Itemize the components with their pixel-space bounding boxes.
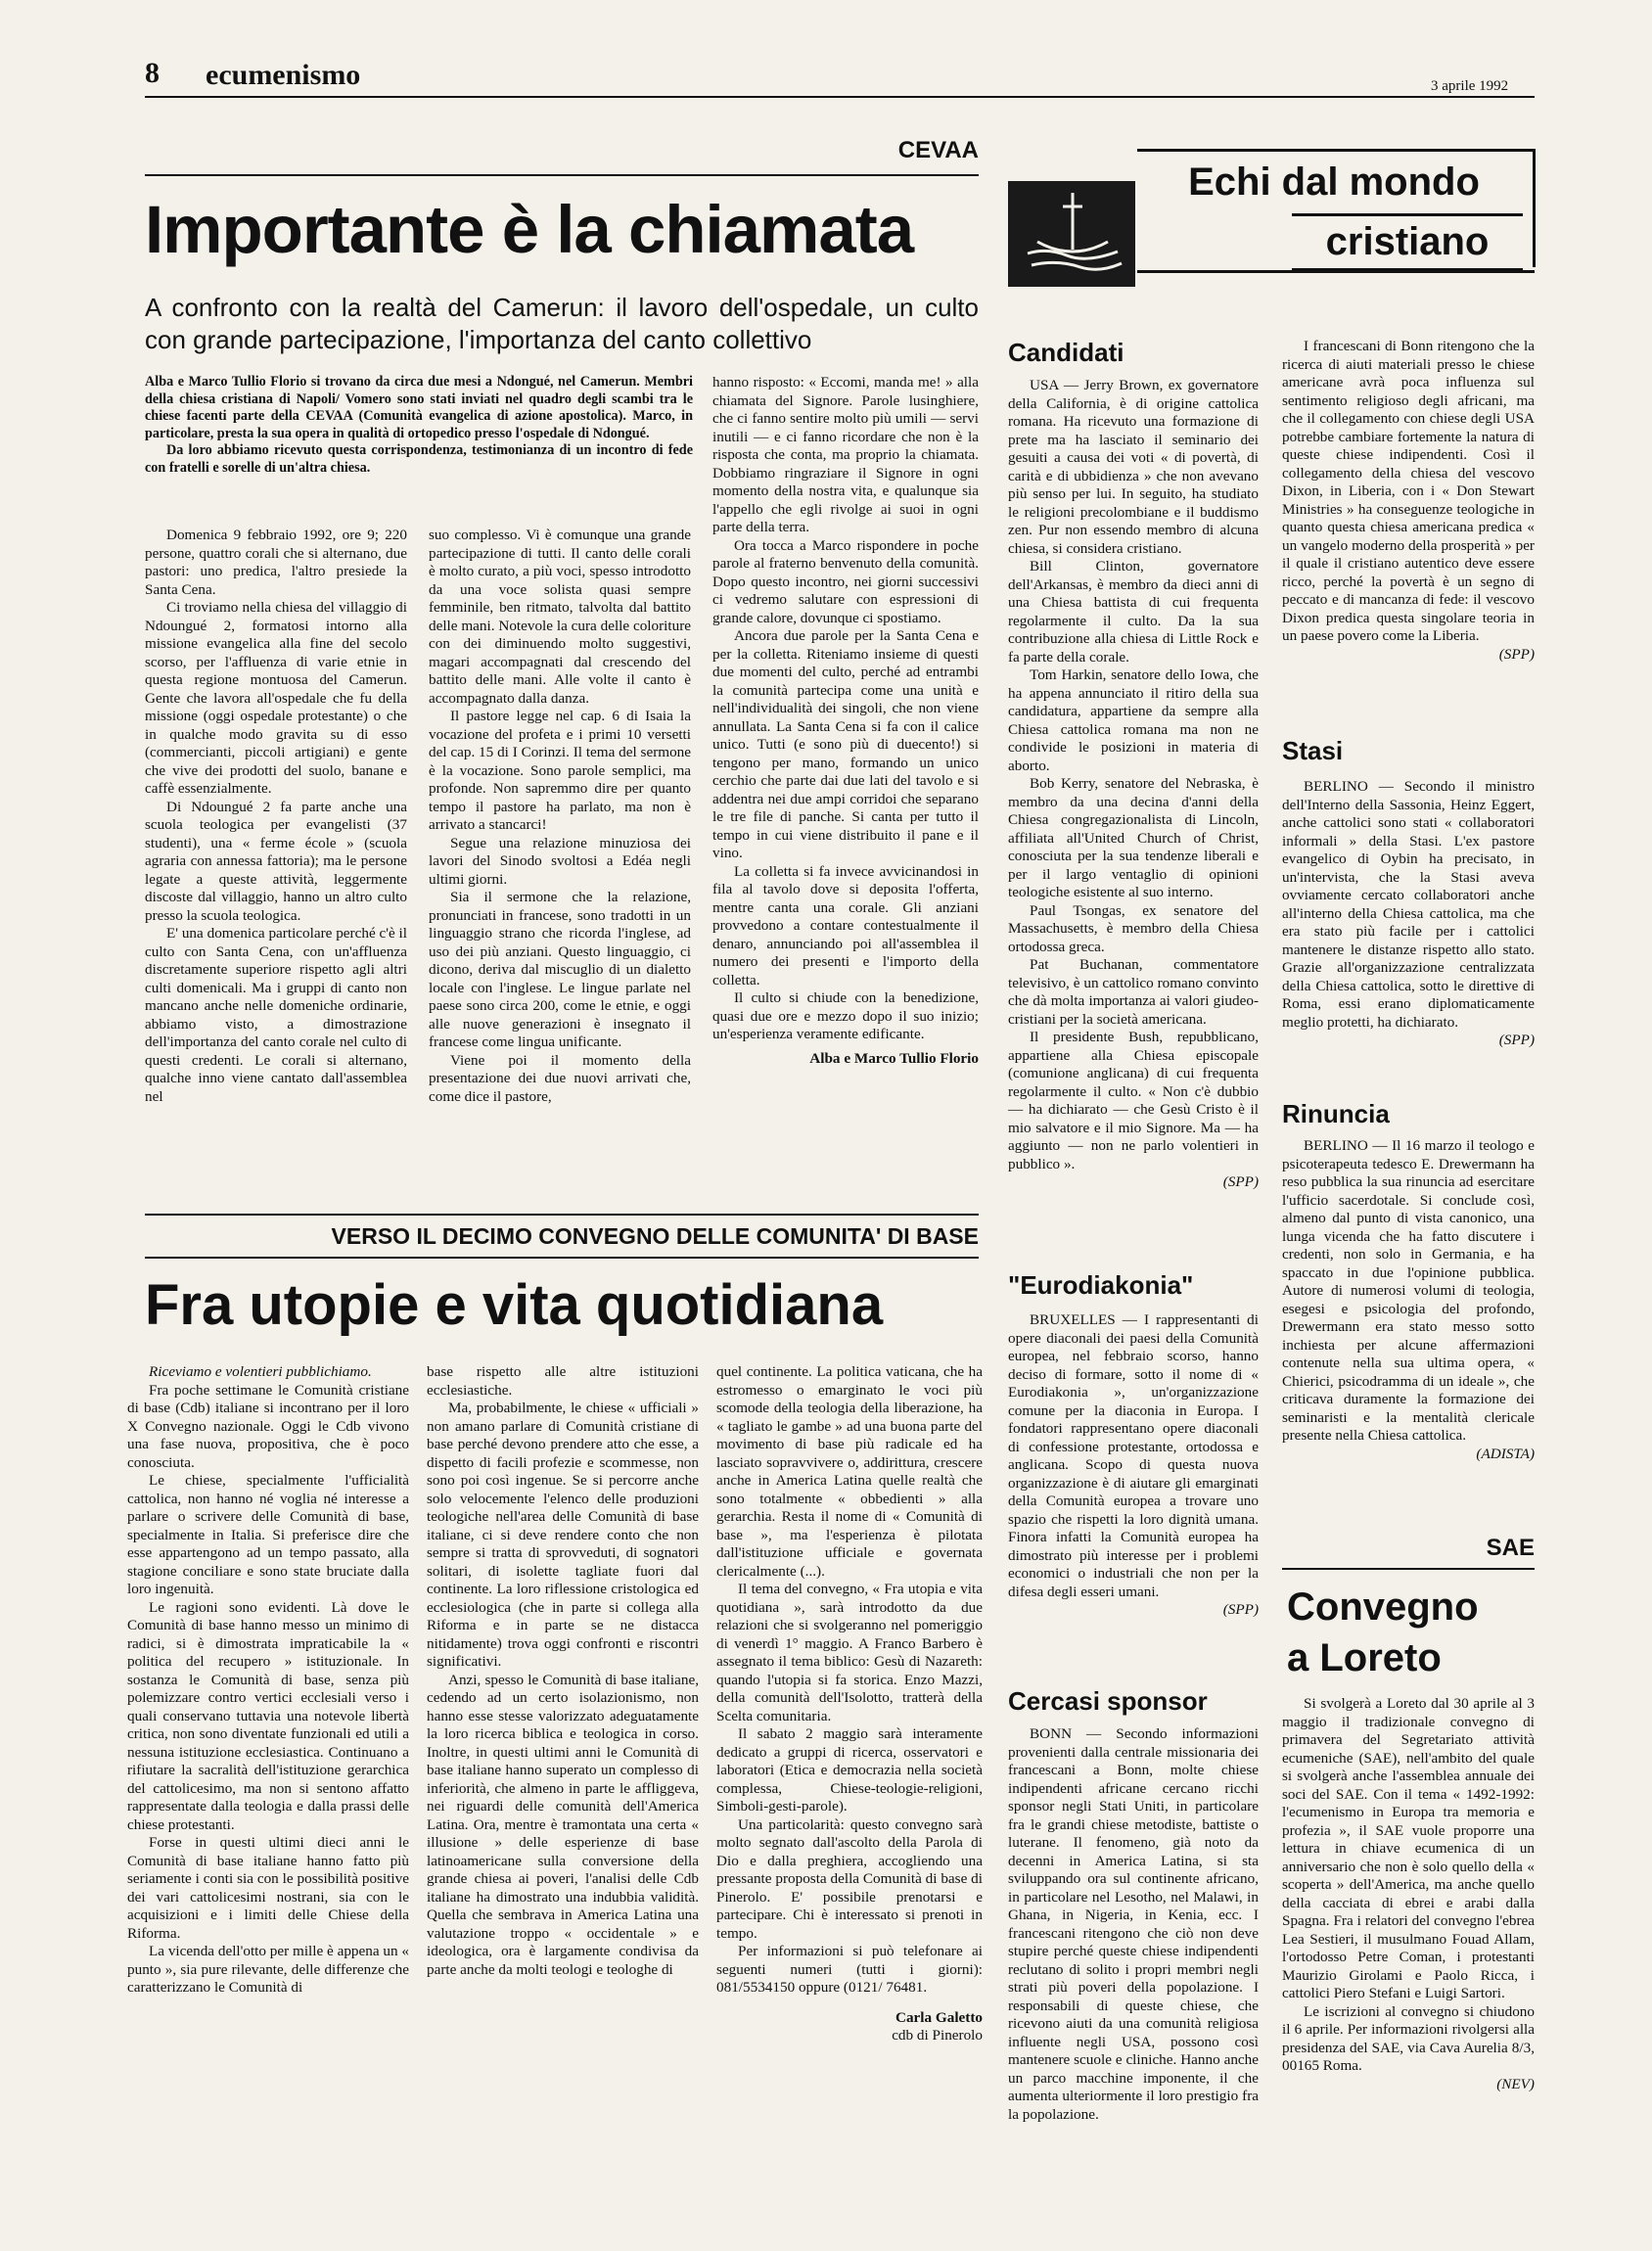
eurodiakonia-heading: "Eurodiakonia" [1008, 1270, 1194, 1300]
article-title: Importante è la chiamata [145, 192, 914, 267]
paragraph: I francescani di Bonn ritengono che la ricerca di aiuti materiali presso le chiese americane avrà poca influenza sul sentimento religioso degli africani, ma che il collegamento con chiese degli USA potrebbe cambiare fortemente la natura di queste chiese indipendenti. Così il collegamento della chiesa del vescovo Dixon, in Liberia, con i « Don Stewart Ministries » ha conseguenze teologiche in quanto questa chiesa americana predica « un vangelo moderno della prosperità » per il quale il cristiano autentico deve essere ricco, perché la povertà è un segno di peccato e di mancanza di fede: il vescovo Dixon predica questa singolare teoria in un paese povero come la Liberia. [1282, 338, 1535, 644]
sae-title-line1: Convegno [1287, 1585, 1479, 1629]
article2-title: Fra utopie e vita quotidiana [145, 1273, 884, 1337]
sae-kicker: SAE [1486, 1535, 1535, 1561]
echi-logo-box [1008, 181, 1135, 287]
article-lead [145, 374, 693, 477]
paragraph: Paul Tsongas, ex senatore del Massachusetts, è membro della Chiesa ortodossa greca. [1008, 901, 1259, 955]
paragraph: Il tema del convegno, « Fra utopia e vita quotidiana », sarà introdotto da due relazioni che si svolgeranno nel pomeriggio di venerdì 1° maggio. A Franco Barbero è assegnato il tema biblico: Gesù di Nazareth: quando l'utopia si fa storica. Enzo Mazzi, della comunità dell'Isolotto, tratterà della Scelta comunitaria. [716, 1581, 983, 1724]
paragraph: Pat Buchanan, commentatore televisivo, è un cattolico romano convinto che dà molta importanza ai valori giudeo-cristiani per la società americana. [1008, 956, 1259, 1028]
source-tag: (SPP) [1498, 1032, 1535, 1048]
sae-rule [1282, 1568, 1535, 1570]
paragraph: Il culto si chiude con la benedizione, quasi due ore e mezzo dopo il suo inizio; un'esperienza veramente edificante. [712, 989, 979, 1042]
sponsor-text [1008, 1725, 1259, 2124]
paragraph: Sia il sermone che la relazione, pronunciati in francese, sono tradotti in un linguaggio strano che ricorda l'inglese, ad uso dei più anziani. Questo linguaggio, ci dicono, deriva dal miscuglio di un dialetto locale con l'inglese. Le lingue parlate nel paese sono circa 200, come le etnie, e oggi alle nuove generazioni è insegnato il francese come lingua unificante. [429, 889, 691, 1050]
stasi-heading: Stasi [1282, 736, 1344, 765]
paragraph: Tom Harkin, senatore dello Iowa, che ha appena annunciato il ritiro della sua candidatura, appartiene da sempre alla Chiesa cattolica romana ma non ne condivide le posizioni in materia di aborto. [1008, 666, 1259, 774]
paragraph: Ancora due parole per la Santa Cena e per la colletta. Riteniamo insieme di questi due momenti del culto, perché ad entrambi la comunità partecipa come una unità e nell'individualità dei singoli, che non viene annullata. La Santa Cena si fa con il calice unico. Tutti (e sono più di duecento!) si tengono per mano, formando un unico cerchio che parte dai due lati del tavolo e si addentra nei due ampi corridoi che separano le tre file di panche. Si canta per tutto il tempo in cui viene distribuito il pane e il vino. [712, 627, 979, 861]
paragraph: E' una domenica particolare perché c'è il culto con Santa Cena, con un'affluenza discretamente superiore rispetto agli altri culti domenicali. Ma i gruppi di canto non mancano anche nelle domeniche ordinarie, abbiamo visto, a dimostrazione dell'importanza del canto corale nel culto di questi credenti. Le corali si alternano, qualche inno viene cantato dall'assemblea nel [145, 925, 407, 1105]
paragraph: suo complesso. Vi è comunque una grande partecipazione di tutti. Il canto delle corali è molto curato, a più voci, spesso introdotto da una voce solista quasi sempre femminile, ben ritmato, talvolta dal battito delle mani. Notevole la cura delle coloriture con dei diminuendo molto suggestivi, magari accompagnati dal crescendo del battito delle mani. Alle volte il canto è accompagnato dalla danza. [429, 527, 691, 707]
paragraph: Bill Clinton, governatore dell'Arkansas, è membro da dieci anni di una Chiesa battista di cui frequenta regolarmente il culto. Da la sua contribuzione alla chiesa di Little Rock e fa parte della corale. [1008, 558, 1259, 666]
paragraph: USA — Jerry Brown, ex governatore della California, è di origine cattolica romana. Ha ricevuto una formazione di prete ma ha lasciato il seminario dei gesuiti a causa dei voti « di povertà, di carità e di ubbidienza » che non avevano più senso per lui. In seguito, ha studiato le religioni precolombiane e il buddismo zen. Pur non essendo membro di alcuna chiesa, si considera cristiano. [1008, 377, 1259, 557]
paragraph: quel continente. La politica vaticana, che ha estromesso o emarginato le voci più scomode della teologia della liberazione, ha « tagliato le gambe » ad una buona parte del movimento di base più radicale ed ha lasciato sopravvivere o, addirittura, crescere anche in America Latina quelle realtà che sono totalmente « obbedienti » alla gerarchia. Resta il nome di « Comunità di base », ma l'esperienza è pilotata dall'istituzione ufficiale e governata clericalmente (...). [716, 1363, 983, 1580]
paragraph: Le iscrizioni al convegno si chiudono il 6 aprile. Per informazioni rivolgersi alla presidenza del SAE, via Cava Aurelia 8/3, 00165 Roma. [1282, 2002, 1535, 2074]
paragraph: Domenica 9 febbraio 1992, ore 9; 220 persone, quattro corali che si alternano, due pastori: uno predica, l'altro presiede la Santa Cena. [145, 527, 407, 598]
source-tag: (NEV) [1496, 2075, 1535, 2092]
page-number: 8 [145, 57, 160, 89]
lead-paragraph-2: Da loro abbiamo ricevuto questa corrispondenza, testimonianza di un incontro di fede con fratelli e sorelle di un'altra chiesa. [145, 442, 693, 476]
article2-signature: Carla Galetto [895, 2008, 983, 2026]
lead-paragraph: Alba e Marco Tullio Florio si trovano da circa due mesi a Ndongué, nel Camerun. Membri della chiesa cristiana di Napoli/ Vomero sono stati inviati nel quadro degli scambi tra le chiese facenti parte della CEVAA (Comunità evangelica di azione apostolica). Marco, in particolare, presta la sua opera in qualità di ortopedico presso l'ospedale di Ndongué. [145, 374, 693, 441]
paragraph: Il sabato 2 maggio sarà interamente dedicato a gruppi di ricerca, osservatori e laboratori (Etica e democrazia nella società complessa, Chiese-teologie-religioni, Simboli-gesti-parole). [716, 1725, 983, 1815]
paragraph: BONN — Secondo informazioni provenienti dalla centrale missionaria dei francescani a Bonn, molte chiese indipendenti africane cercano ricchi sponsor negli Stati Uniti, in particolare fra le grandi chiese metodiste, battiste o luterane. Il fenomeno, già noto da decenni in America Latina, si sta sviluppando ora sul continente africano, in particolare nel Lesotho, nel Malawi, in Ghana, in Nigeria, in Kenia, ecc. I francescani ritengono che ciò non deve stupire perché queste chiese indipendenti reclutano di solito i propri membri negli strati più poveri della popolazione. I responsabili di queste chiese, che ricevono aiuti da una comunità religiosa influente negli USA, possono così mantenere scuole e cliniche. Hanno anche un parco macchine imponente, il che aumenta ulteriormente il loro prestigio fra la popolazione. [1008, 1725, 1259, 2123]
stasi-text [1282, 778, 1535, 1050]
paragraph: Il pastore legge nel cap. 6 di Isaia la vocazione del profeta e i primi 10 versetti del cap. 15 di I Corinzi. Il tema del sermone è la vocazione. Sono parole semplici, ma profonde. Non sapremmo dire per quanto tempo il pastore ha parlato, ma non è arrivato a stancarci! [429, 708, 691, 833]
paragraph: Il presidente Bush, repubblicano, appartiene alla Chiesa episcopale (comunione anglicana) di cui frequenta regolarmente il culto. « Non c'è dubbio — ha dichiarato — che Gesù Cristo è il mio salvatore e il mio Signore. Ma — ha aggiunto — non ne parlo volentieri in pubblico ». [1008, 1029, 1259, 1172]
article-subtitle: A confronto con la realtà del Camerun: il lavoro dell'ospedale, un culto con grande partecipazione, l'importanza del canto collettivo [145, 293, 979, 354]
echi-title-line1: Echi dal mondo [1188, 161, 1480, 204]
paragraph: BERLINO — Secondo il ministro dell'Interno della Sassonia, Heinz Eggert, anche cattolici sono stati « collaboratori informali » della Stasi. L'ex pastore evangelico di Oybin ha precisato, in un'intervista, che la Stasi aveva ovviamente cercato collaboratori anche all'interno della Chiesa cattolica, ma che era stato più facile per i cattolici mantenere le distanze rispetto allo stato. Grazie all'organizzazione centralizzata della Chiesa cattolica, sotto le direttive di Roma, essi erano diplomaticamente meglio protetti, ha dichiarato. [1282, 778, 1535, 1031]
intro: Riceviamo e volentieri pubblichiamo. [149, 1363, 372, 1380]
kicker-rule [145, 174, 979, 176]
paragraph: base rispetto alle altre istituzioni ecclesiastiche. [427, 1363, 699, 1399]
paragraph: BRUXELLES — I rappresentanti di opere diaconali dei paesi della Comunità europea, nel febbraio scorso, hanno deciso di formare, sotto il nome di « Eurodiakonia », un'organizzazione comune per la diaconia in Europa. I fondatori rappresentano opere diaconali di confessione protestante, ortodossa e anglicana. Scopo di questa nuova organizzazione è di aiutare gli emarginati della Comunità europea a trovare uno spazio che rispetti la loro dignità umana. Finora infatti la Comunità europea ha dimostrato più interesse per i problemi economici o industriali che non per la difesa degli esseri umani. [1008, 1311, 1259, 1600]
article-kicker: CEVAA [897, 137, 979, 163]
article1-col3 [712, 374, 979, 1068]
source-tag: (SPP) [1498, 645, 1535, 663]
francescani-text [1282, 338, 1535, 664]
article2-kicker-rule [145, 1257, 979, 1259]
paragraph: Ora tocca a Marco rispondere in poche parole al fraterno benvenuto della comunità. Dopo questo incontro, nei giorni successivi ci vedremo salutare con espressioni di grande calore, dovunque ci spostiamo. [712, 536, 979, 626]
article2-kicker: VERSO IL DECIMO CONVEGNO DELLE COMUNITA' DI BASE [331, 1223, 979, 1249]
candidati-text [1008, 377, 1259, 1192]
paragraph: Le chiese, specialmente l'ufficialità cattolica, non hanno né voglia né interesse a parlare o scrivere delle Comunità di base, specialmente in Italia. Si preferisce dire che esse appartengono ad un tempo passato, alla stagione conciliare e sono state bruciate dalla loro ingenuità. [127, 1472, 409, 1597]
paragraph: hanno risposto: « Eccomi, manda me! » alla chiamata del Signore. Parole lusinghiere, che ci fanno sentire molto più umili — servi inutili — e ci fanno ricordare che non è la risposta che conta, ma proprio la chiamata. Dobbiamo ringraziare il Signore in ogni momento della nostra vita, e qualunque sia l'appello che egli rivolge ai suoi in ogni parte della terra. [712, 374, 979, 535]
article-signature: Alba e Marco Tullio Florio [809, 1049, 979, 1067]
candidati-heading: Candidati [1008, 338, 1124, 367]
source-tag: (SPP) [1222, 1601, 1259, 1618]
rinuncia-heading: Rinuncia [1282, 1099, 1390, 1128]
paragraph: Viene poi il momento della presentazione dei due nuovi arrivati che, come dice il pastore, [429, 1051, 691, 1105]
paragraph: Una particolarità: questo convegno sarà molto segnato dall'ascolto della Parola di Dio e dalla preghiera, accogliendo una pressante proposta della Comunità di base di Pinerolo. E' possibile prenotarsi e partecipare. Chi è interessato si prenoti in tempo. [716, 1815, 983, 1942]
boat-icon [1008, 181, 1135, 287]
source-tag: (ADISTA) [1476, 1445, 1535, 1462]
sponsor-heading: Cercasi sponsor [1008, 1686, 1208, 1716]
article2-signature-affiliation: cdb di Pinerolo [892, 2027, 983, 2044]
sae-text [1282, 1695, 1535, 2093]
section-title: ecumenismo [206, 59, 361, 91]
echi-title-line2: cristiano [1292, 213, 1523, 271]
paragraph: Forse in questi ultimi dieci anni le Comunità di base italiane hanno fatto più seriamente i conti sia con le possibilità positive dei vari cattolicesimi nostrani, sia con le acquisizioni e i limiti delle Chiese della Riforma. [127, 1834, 409, 1942]
sae-title-line2: a Loreto [1287, 1636, 1442, 1679]
paragraph: La vicenda dell'otto per mille è appena un « punto », sia pure rilevante, delle differenze che caratterizzano le Comunità di [127, 1943, 409, 1996]
paragraph: Fra poche settimane le Comunità cristiane di base (Cdb) italiane si incontrano per il loro X Convegno nazionale. Oggi le Cdb vivono una fase nuova, propositiva, che è poco conosciuta. [127, 1381, 409, 1471]
paragraph: Segue una relazione minuziosa dei lavori del Sinodo svoltosi a Edéa negli ultimi giorni. [429, 834, 691, 888]
article2-top-rule [145, 1214, 979, 1216]
article1-col1 [145, 527, 407, 1106]
paragraph: La colletta si fa invece avvicinandosi in fila al tavolo dove si deposita l'offerta, mentre canta una corale. Gli anziani provvedono a contare contestualmente il denaro, annunciando poi all'assemblea il numero dei presenti e l'importo della colletta. [712, 862, 979, 988]
eurodiakonia-text [1008, 1311, 1259, 1620]
paragraph: Ma, probabilmente, le chiese « ufficiali » non amano parlare di Comunità cristiane di base perché devono prendere atto che esse, a dispetto di facili profezie e scommesse, non sono poi così ingenue. Se si percorre anche solo velocemente l'elenco delle produzioni teologiche nell'area delle Comunità di base italiane, ci si deve rendere conto che non sempre si tratta di sprovveduti, di sognatori solitari, di isolette tagliate fuori dal continente. La loro riflessione cristologica ed ecclesiologica (che in parte si collega alla Riforma e in parte se ne distacca nitidamente) trova oggi confronti e riscontri significativi. [427, 1400, 699, 1670]
rinuncia-text [1282, 1137, 1535, 1463]
paragraph: Di Ndoungué 2 fa parte anche una scuola teologica per evangelisti (37 studenti), una « ferme école » (scuola agraria con annessa fattoria); ma le persone legate a queste attività, leggermente discoste dal villaggio, hanno un altro culto presso la scuola teologica. [145, 798, 407, 924]
paragraph: BERLINO — Il 16 marzo il teologo e psicoterapeuta tedesco E. Drewermann ha reso pubblica la sua rinuncia ad esercitare l'ufficio sacerdotale. Si conclude così, almeno dal punto di vista canonico, una lunga vicenda che ha fatto discutere i credenti, non solo in Germania, e ha spaccato in due l'opinione pubblica. Autore di numerosi volumi di teologia, esegesi e psicologia del profondo, Drewermann era stato messo sotto inchiesta per alcune affermazioni contenute nella sua ultima opera, « Chierici, psicodramma di un ideale », che criticava duramente la formazione dei seminaristi e la mentalità clericale presente nella Chiesa cattolica. [1282, 1137, 1535, 1444]
echi-rule [1137, 270, 1535, 273]
issue-date: 3 aprile 1992 [1431, 78, 1509, 94]
article2-col2 [427, 1363, 699, 1979]
paragraph: Le ragioni sono evidenti. Là dove le Comunità di base hanno messo un minimo di radici, si è dimostrata impraticabile la « politica del recupero » istituzionale. In sostanza le Comunità di base, senza più polemizzare contro vertici ecclesiali verso i quali conservano tuttavia una notevole libertà critica, non sono diventate funzionali ed utili a nessuna istituzione ecclesiastica. Continuano a rifiutare la sacralità dell'istituzione gerarchica del cattolicesimo, ma non si sentono affatto rappresentate dalla teologia e dalla prassi delle chiese protestanti. [127, 1598, 409, 1833]
paragraph: Bob Kerry, senatore del Nebraska, è membro da una decina d'anni della Chiesa congregazionalista di Lincoln, affiliata all'United Church of Christ, conosciuta per la sua tendenze liberali e per il largo ventaglio di opinioni teologiche esistente al suo interno. [1008, 775, 1259, 900]
paragraph: Per informazioni si può telefonare ai seguenti numeri (tutti i giorni): 081/5534150 oppure (0121/ 76481. [716, 1943, 983, 1996]
paragraph: Ci troviamo nella chiesa del villaggio di Ndoungué 2, formatosi intorno alla missione evangelica alla fine del secolo scorso, per l'affluenza di varie etnie in questa regione montuosa del Camerun. Gente che lavora all'ospedale che fu della missione (oggi ospedale protestante) o che in qualche modo gravita su di esso (commercianti, piccoli artigiani) e gente che vive dei prodotti del suolo, banane e caffè essenzialmente. [145, 599, 407, 797]
source-tag: (SPP) [1222, 1173, 1259, 1190]
article2-col3 [716, 1363, 983, 2045]
paragraph: Si svolgerà a Loreto dal 30 aprile al 3 maggio il tradizionale convegno di primavera del Segretariato attività ecumeniche (SAE), nell'ambito del quale si svolgerà anche l'assemblea annuale dei soci del SAE. Con il tema « 1492-1992: l'ecumenismo in Europa tra memoria e profezia », il SAE vuole proporre una lettura in chiave ecumenica di un anniversario che non è solo quello della « scoperta » dell'America, ma anche quello della cacciata di ebrei e arabi dalla Spagna. Fra i relatori del convegno l'ebrea Lea Sestieri, il musulmano Fouad Allam, l'ortodosso Petre Coman, i protestanti Maurizio Girolami e Paolo Ricca, i cattolici Piero Stefani e Luigi Sartori. [1282, 1695, 1535, 2001]
article1-col2 [429, 527, 691, 1106]
header-rule [145, 96, 1535, 98]
paragraph: Anzi, spesso le Comunità di base italiane, cedendo ad un certo isolazionismo, non hanno esse stesse valorizzato adeguatamente la loro ricerca biblica e teologica in corso. Inoltre, in questi ultimi anni le Comunità di base italiane hanno superato un complesso di inferiorità, che almeno in parte le affliggeva, nei riguardi delle comunità dell'America Latina. Ora, mentre è tramontata una certa « illusione » delle esperienze di base latinoamericane sulla conversione della grande chiesa ai poveri, l'analisi delle Cdb italiane ha dimostrato una indubbia validità. Quella che sembrava in America Latina una valutazione troppo « occidentale » e ideologica, ora è largamente condivisa da parte anche da molti teologi e teologhe di [427, 1671, 699, 1978]
article2-col1 [127, 1363, 409, 1998]
